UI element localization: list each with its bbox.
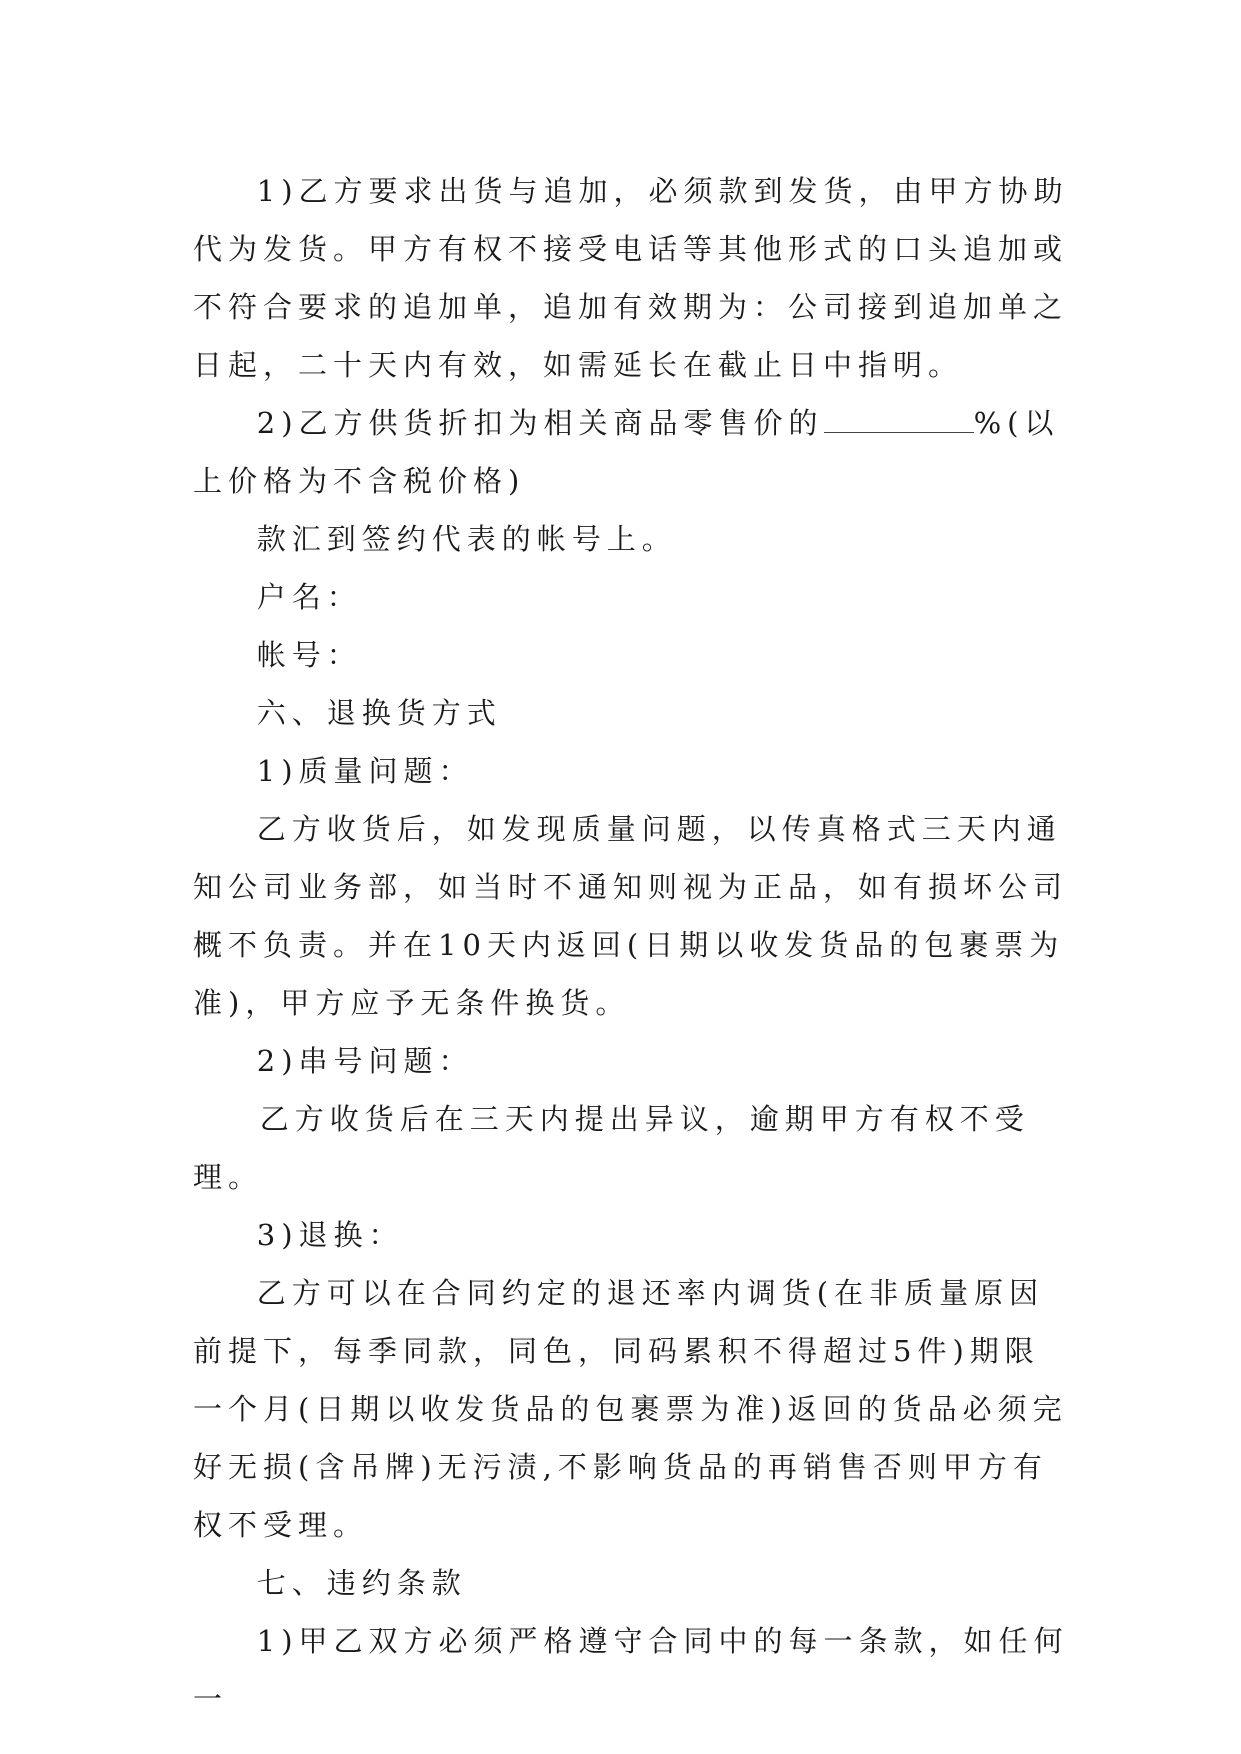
paragraph-text: 3)退换： <box>256 1218 404 1252</box>
paragraph-discount-rate <box>193 394 1073 510</box>
paragraph-order-and-supplement <box>193 162 1073 394</box>
paragraph-quality-issue-heading <box>193 742 1073 800</box>
document-body <box>193 162 1073 1728</box>
section-heading-breach <box>193 1554 1073 1612</box>
paragraph-text: 乙方收货后在三天内提出异议，逾期甲方有权不受理。 <box>193 1102 1030 1194</box>
paragraph-breach-terms <box>193 1612 1073 1728</box>
paragraph-remittance <box>193 510 1073 568</box>
paragraph-text: 2)乙方供货折扣为相关商品零售价的 <box>256 406 824 440</box>
paragraph-quality-issue <box>193 800 1073 1032</box>
paragraph-text: 2)串号问题： <box>256 1044 474 1078</box>
paragraph-return-terms <box>193 1264 1073 1554</box>
paragraph-serial-issue-heading <box>193 1032 1073 1090</box>
paragraph-text: 乙方可以在合同约定的退还率内调货(在非质量原因前提下，每季同款，同色，同码累积不得超过5件)期限一个月(日期以收发货品的包裹票为准)返回的货品必须完好无损(含吊牌)无污渍,不影响货品的再销售否则甲方有权不受理。 <box>193 1276 1068 1542</box>
paragraph-text: 1)乙方要求出货与追加，必须款到发货，由甲方协助代为发货。甲方有权不接受电话等其他形式的口头追加或不符合要求的追加单，追加有效期为：公司接到追加单之日起，二十天内有效，如需延长在截止日中指明。 <box>193 174 1069 382</box>
paragraph-account-name <box>193 568 1073 626</box>
discount-blank-line <box>824 406 974 433</box>
paragraph-text: %(以上价格为不含税价格) <box>193 406 1060 498</box>
paragraph-text: 乙方收货后，如发现质量问题，以传真格式三天内通知公司业务部，如当时不通知则视为正品，如有损坏公司概不负责。并在10天内返回(日期以收发货品的包裹票为准)，甲方应予无条件换货。 <box>193 812 1069 1020</box>
heading-text: 六、退换货方式 <box>256 696 502 730</box>
paragraph-text: 1)甲乙双方必须严格遵守合同中的每一条款，如任何一 <box>193 1624 1069 1716</box>
section-heading-return-exchange <box>193 684 1073 742</box>
paragraph-text: 1)质量问题： <box>256 754 474 788</box>
paragraph-return-heading <box>193 1206 1073 1264</box>
paragraph-text: 帐号： <box>256 638 362 672</box>
paragraph-serial-issue <box>193 1090 1073 1206</box>
paragraph-text: 户名： <box>256 580 362 614</box>
paragraph-text: 款汇到签约代表的帐号上。 <box>256 522 677 556</box>
heading-text: 七、违约条款 <box>256 1566 467 1600</box>
paragraph-account-number <box>193 626 1073 684</box>
